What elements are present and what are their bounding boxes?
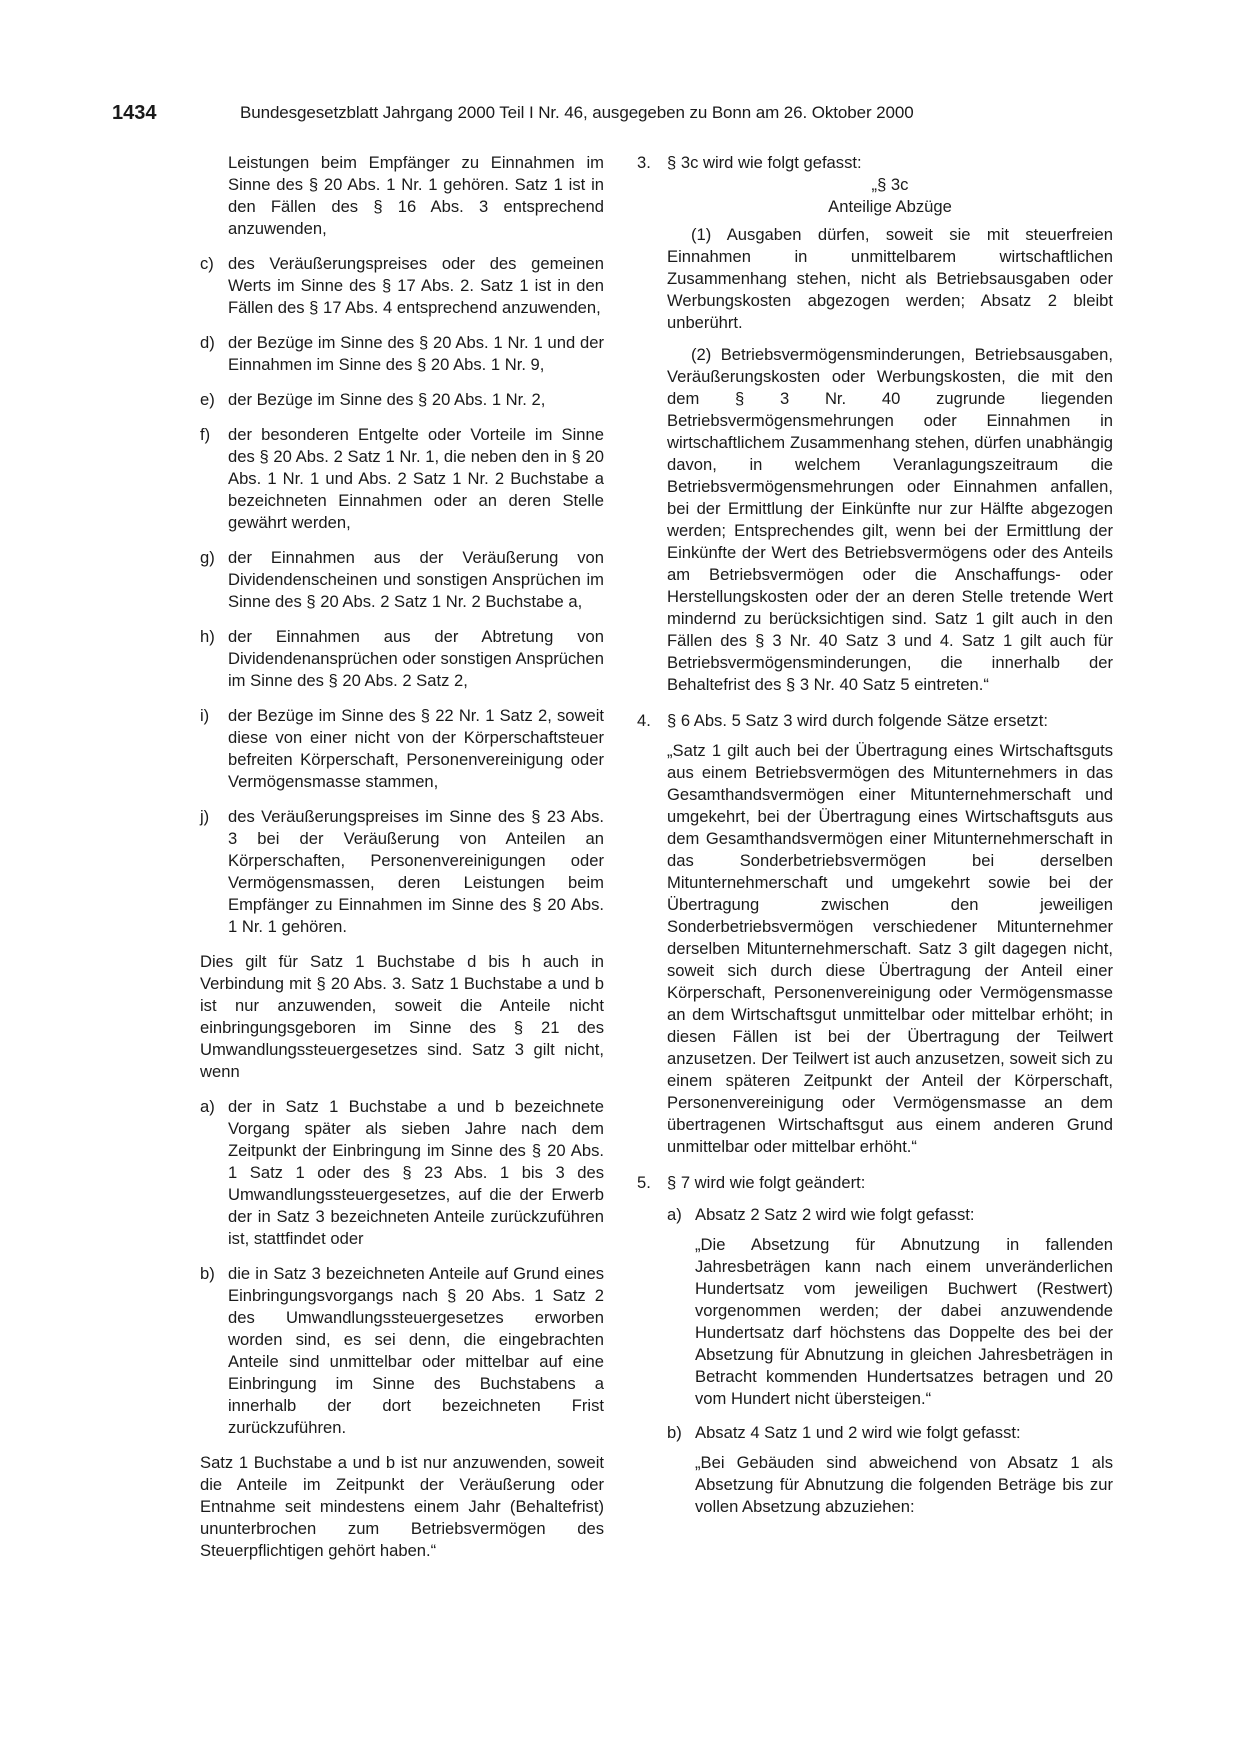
item-number: 4.	[637, 711, 651, 730]
page-header	[112, 102, 1130, 132]
page-number: 1434	[112, 102, 157, 124]
list-marker: f)	[200, 425, 211, 444]
quoted-text: „Satz 1 gilt auch bei der Übertragung eines Wirtschaftsguts aus einem Betriebsvermögen des Mitunternehmers in das Gesamthandsvermögen einer Mitunternehmerschaft und umgekehrt, bei der Übertragung eines Wirtschaftsguts aus dem Gesamthandsvermögen einer Mitunternehmerschaft in das Sonderbetriebsvermögen bei derselben Mitunternehmerschaft und umgekehrt sowie bei der Übertragung zwischen den jeweiligen Sonderbetriebsvermögen verschiedener Mitunternehmer derselben Mitunternehmerschaft. Satz 3 gilt dagegen nicht, soweit sich durch diese Übertragung der Anteil einer Körperschaft, Personenvereinigung oder Vermögensmasse an dem Wirtschaftsgut unmittelbar oder mittelbar erhöht; in diesen Fällen ist bei der Übertragung der Teilwert anzusetzen. Der Teilwert ist auch anzusetzen, soweit sich zu einem späteren Zeitpunkt der Anteil der Körperschaft, Personenvereinigung oder Vermögensmasse an dem übertragenen Wirtschaftsgut aus einem anderen Grund unmittelbar oder mittelbar erhöht.“	[667, 741, 1113, 1156]
list-item-text: des Veräußerungspreises im Sinne des § 23 Abs. 3 bei der Veräußerung von Anteilen an Körperschaften, Personenvereinigungen oder Vermögensmassen, deren Leistungen beim Empfänger zu Einnahmen im Sinne des § 20 Abs. 1 Nr. 1 gehören.	[228, 807, 604, 936]
sub-item-marker: b)	[667, 1423, 682, 1442]
list-item-text: der Bezüge im Sinne des § 20 Abs. 1 Nr. 1 und der Einnahmen im Sinne des § 20 Abs. 1 Nr. 9,	[228, 333, 604, 374]
sub-item-a	[637, 1204, 1113, 1410]
list-item-text: der Bezüge im Sinne des § 22 Nr. 1 Satz 2, soweit diese von einer nicht von der Körperschaftsteuer befreiten Körperschaft, Personenvereinigung oder Vermögensmasse stammen,	[228, 706, 604, 791]
list-item-j	[200, 806, 604, 938]
list-item-text: der besonderen Entgelte oder Vorteile im Sinne des § 20 Abs. 2 Satz 1 Nr. 1, die neben den in § 20 Abs. 1 Nr. 1 und Abs. 2 Satz 1 Nr. 2 Buchstabe a bezeichneten Einnahmen oder an deren Stelle gewährt werden,	[228, 425, 604, 532]
item-number: 3.	[637, 153, 651, 172]
list-marker: i)	[200, 706, 210, 725]
right-column	[637, 152, 1113, 1530]
list-marker: e)	[200, 390, 215, 409]
list-item-text: des Veräußerungspreises oder des gemeinen Werts im Sinne des § 17 Abs. 2. Satz 1 ist in den Fällen des § 17 Abs. 4 entsprechend anzuwenden,	[228, 254, 604, 317]
sub-item-intro: Absatz 2 Satz 2 wird wie folgt gefasst:	[695, 1205, 975, 1224]
item-number: 5.	[637, 1173, 651, 1192]
list-item-text: der Einnahmen aus der Veräußerung von Dividendenscheinen und sonstigen Ansprüchen im Sinne des § 20 Abs. 2 Satz 1 Nr. 2 Buchstabe a,	[228, 548, 604, 611]
numbered-item-3	[637, 152, 1113, 696]
left-column	[200, 152, 604, 1575]
quoted-text: „Bei Gebäuden sind abweichend von Absatz 1 als Absetzung für Abnutzung die folgenden Beträge bis zur vollen Absetzung abzuziehen:	[695, 1453, 1113, 1516]
list-marker: j)	[200, 807, 210, 826]
list-item-a	[200, 1096, 604, 1250]
list-item-f	[200, 424, 604, 534]
sub-item-marker: a)	[667, 1205, 682, 1224]
list-item-e	[200, 389, 604, 411]
sub-item-intro: Absatz 4 Satz 1 und 2 wird wie folgt gefasst:	[695, 1423, 1021, 1442]
section-paragraph: (1) Ausgaben dürfen, soweit sie mit steuerfreien Einnahmen in unmittelbarem wirtschaftlichen Zusammenhang stehen, nicht als Betriebsausgaben oder Werbungskosten abgezogen werden; Absatz 2 bleibt unberührt.	[667, 225, 1113, 332]
list-item-text: der in Satz 1 Buchstabe a und b bezeichnete Vorgang später als sieben Jahre nach dem Zeitpunkt der Einbringung im Sinne des § 20 Abs. 1 Satz 1 oder des § 23 Abs. 1 bis 3 des Umwandlungssteuergesetzes, auf die der Erwerb der in Satz 3 bezeichneten Anteile zurückzuführen ist, stattfindet oder	[228, 1097, 604, 1248]
numbered-item-5	[637, 1172, 1113, 1194]
numbered-item-4	[637, 710, 1113, 1158]
sub-item-b	[637, 1422, 1113, 1518]
list-marker: a)	[200, 1097, 215, 1116]
list-marker: c)	[200, 254, 214, 273]
section-paragraph: (2) Betriebsvermögensminderungen, Betriebsausgaben, Veräußerungskosten oder Werbungskosten, die mit den dem § 3 Nr. 40 zugrunde liegenden Betriebsvermögensmehrungen oder Einnahmen in wirtschaftlichem Zusammenhang stehen, dürfen unabhängig davon, in welchem Veranlagungszeitraum die Betriebsvermögensmehrungen oder Einnahmen anfallen, bei der Ermittlung der Einkünfte nur zur Hälfte abgezogen werden; Entsprechendes gilt, wenn bei der Ermittlung der Einkünfte der Wert des Betriebsvermögens oder des Anteils am Betriebsvermögen oder die Anschaffungs- oder Herstellungskosten oder der an deren Stelle tretende Wert mindernd zu berücksichtigen sind. Satz 1 gilt auch in den Fällen des § 3 Nr. 40 Satz 3 und 4. Satz 1 gilt auch für Betriebsvermögensminderungen, die innerhalb der Behaltefrist des § 3 Nr. 40 Satz 5 eintreten.“	[667, 345, 1113, 694]
item-intro: § 3c wird wie folgt gefasst:	[667, 153, 862, 172]
list-item-text: die in Satz 3 bezeichneten Anteile auf Grund eines Einbringungsvorgangs nach § 20 Abs. 1 Satz 2 des Umwandlungssteuergesetzes erworben worden sind, es sei denn, die eingebrachten Anteile sind unmittelbar oder mittelbar auf eine Einbringung im Sinne des Buchstabens a innerhalb der dort bezeichneten Frist zurückzuführen.	[228, 1264, 604, 1437]
item-intro: § 6 Abs. 5 Satz 3 wird durch folgende Sätze ersetzt:	[667, 711, 1048, 730]
list-item-i	[200, 705, 604, 793]
list-item-h	[200, 626, 604, 692]
paragraph: Dies gilt für Satz 1 Buchstabe d bis h auch in Verbindung mit § 20 Abs. 3. Satz 1 Buchstabe a und b ist nur anzuwenden, soweit die Anteile nicht einbringungsgeboren im Sinne des § 21 des Umwandlungssteuergesetzes sind. Satz 3 gilt nicht, wenn	[200, 952, 604, 1081]
list-item-d	[200, 332, 604, 376]
list-marker: b)	[200, 1264, 215, 1283]
list-item-b	[200, 1263, 604, 1439]
section-title: Anteilige Abzüge	[828, 197, 952, 216]
running-head: Bundesgesetzblatt Jahrgang 2000 Teil I Nr. 46, ausgegeben zu Bonn am 26. Oktober 2000	[240, 103, 914, 122]
list-marker: h)	[200, 627, 215, 646]
quoted-text: „Die Absetzung für Abnutzung in fallenden Jahresbeträgen kann nach einem unveränderlichen Hundertsatz vom jeweiligen Buchwert (Restwert) vorgenommen werden; der dabei anzuwendende Hundertsatz darf höchstens das Doppelte des bei der Absetzung für Abnutzung in gleichen Jahresbeträgen in Betracht kommenden Hundertsatzes betragen und 20 vom Hundert nicht übersteigen.“	[695, 1235, 1113, 1408]
list-item-text: der Bezüge im Sinne des § 20 Abs. 1 Nr. 2,	[228, 390, 546, 409]
list-marker: g)	[200, 548, 215, 567]
paragraph: Satz 1 Buchstabe a und b ist nur anzuwenden, soweit die Anteile im Zeitpunkt der Veräußerung oder Entnahme seit mindestens einem Jahr (Behaltefrist) ununterbrochen zum Betriebsvermögen des Steuerpflichtigen gehört haben.“	[200, 1453, 604, 1560]
item-intro: § 7 wird wie folgt geändert:	[667, 1173, 866, 1192]
list-item-g	[200, 547, 604, 613]
continuation-text: Leistungen beim Empfänger zu Einnahmen im Sinne des § 20 Abs. 1 Nr. 1 gehören. Satz 1 ist in den Fällen des § 16 Abs. 3 entsprechend anzuwenden,	[228, 153, 604, 238]
section-heading: „§ 3c	[871, 175, 909, 194]
list-marker: d)	[200, 333, 215, 352]
list-item-text: der Einnahmen aus der Abtretung von Dividendenansprüchen oder sonstigen Ansprüchen im Sinne des § 20 Abs. 2 Satz 2,	[228, 627, 604, 690]
list-item-c	[200, 253, 604, 319]
